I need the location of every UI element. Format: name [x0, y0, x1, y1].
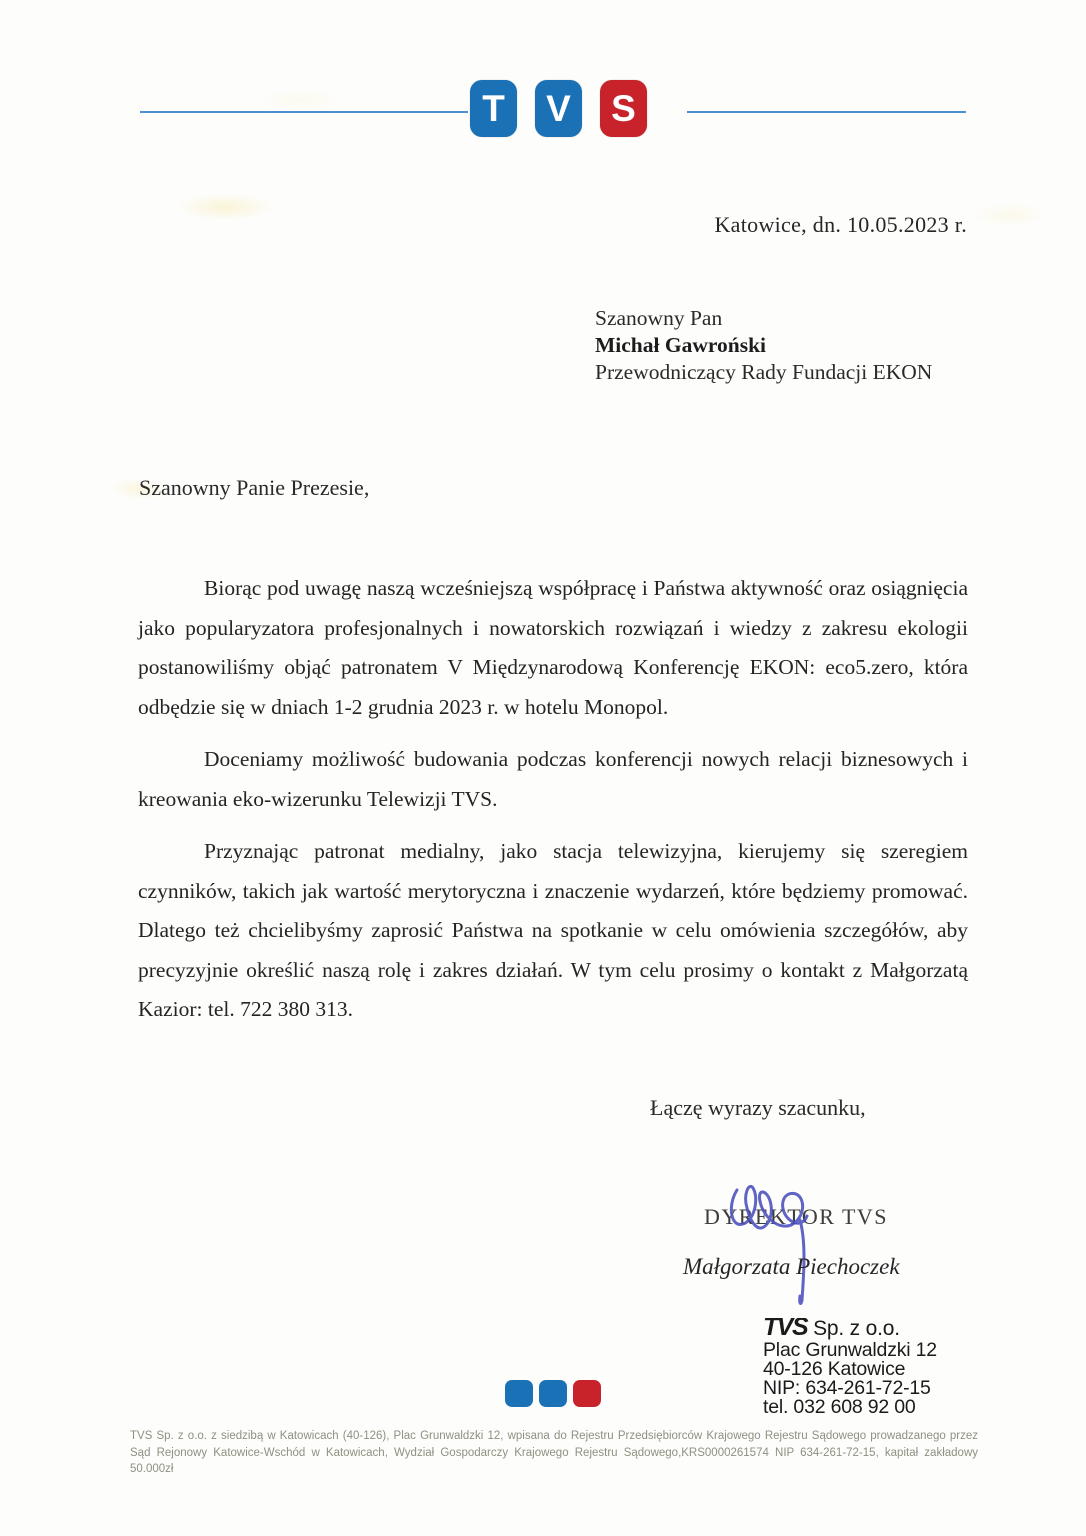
letterhead-rule-left	[140, 111, 468, 113]
letterhead-rule-right	[687, 111, 966, 113]
signature-role: DYREKTOR TVS	[704, 1204, 889, 1229]
logo-letter-t-icon: T	[470, 80, 517, 137]
stamp-phone: tel. 032 608 92 00	[763, 1396, 916, 1416]
stamp-company-suffix: Sp. z o.o.	[813, 1318, 900, 1340]
body-paragraph-3: Przyznając patronat medialny, jako stacja telewizyjna, kierujemy się szeregiem czynników, takich jak wartość merytoryczna i znaczenie wydarzeń, które będziemy promować. Dlatego też chcielibyśmy zaprosić Państwa na spotkanie w celu omówienia szczegółów, aby precyzyjnie określić naszą rolę i zakres działań. W tym celu prosimy o kontakt z Małgorzatą Kazior: tel. 722 380 313.	[138, 839, 968, 1021]
logo-letter-v-icon: V	[535, 80, 582, 137]
logo-letter-s-icon: S	[600, 80, 647, 137]
company-stamp	[763, 1318, 963, 1416]
footer-logo-squares	[505, 1380, 601, 1407]
recipient-name: Michał Gawroński	[595, 333, 767, 357]
stamp-brand: TVS	[763, 1318, 808, 1341]
stamp-nip: NIP: 634-261-72-15	[763, 1377, 931, 1399]
recipient-block	[595, 305, 932, 386]
mini-square-blue-icon	[539, 1380, 567, 1407]
tvs-logo	[470, 80, 647, 137]
body-paragraph-1: Biorąc pod uwagę naszą wcześniejszą współpracę i Państwa aktywność oraz osiągnięcia jako popularyzatora profesjonalnych i nowatorskich rozwiązań i wiedzy z zakresu ekologii postanowiliśmy objąć patronatem V Międzynarodową Konferencję EKON: eco5.zero, która odbędzie się w dniach 1-2 grudnia 2023 r. w hotelu Monopol.	[138, 576, 968, 719]
recipient-title: Przewodniczący Rady Fundacji EKON	[595, 360, 933, 384]
letter-body	[138, 569, 968, 1043]
legal-footer: TVS Sp. z o.o. z siedzibą w Katowicach (40-126), Plac Grunwaldzki 12, wpisana do Rejestru Przedsiębiorców Krajowego Rejestru Sądowego prowadzanego przez Sąd Rejonowy Katowice-Wschód w Katowicach, Wydział Gospodarczy Krajowego Rejestru Sądowego,KRS0000261574 NIP 634-261-72-15, kapitał zakładowy 50.000zł	[130, 1430, 978, 1475]
stamp-address-2: 40-126 Katowice	[763, 1358, 906, 1380]
handwritten-signature-icon	[715, 1172, 845, 1312]
mini-square-red-icon	[573, 1380, 601, 1407]
greeting-line: Szanowny Panie Prezesie,	[139, 475, 370, 500]
date-line: Katowice, dn. 10.05.2023 r.	[714, 212, 967, 237]
closing-line: Łączę wyrazy szacunku,	[650, 1095, 866, 1120]
body-paragraph-2: Doceniamy możliwość budowania podczas konferencji nowych relacji biznesowych i kreowania eko-wizerunku Telewizji TVS.	[138, 747, 968, 811]
signature-name: Małgorzata Piechoczek	[683, 1254, 900, 1279]
stamp-address-1: Plac Grunwaldzki 12	[763, 1339, 937, 1361]
recipient-salutation: Szanowny Pan	[595, 306, 723, 330]
stamp-company-line	[763, 1318, 963, 1341]
mini-square-blue-icon	[505, 1380, 533, 1407]
